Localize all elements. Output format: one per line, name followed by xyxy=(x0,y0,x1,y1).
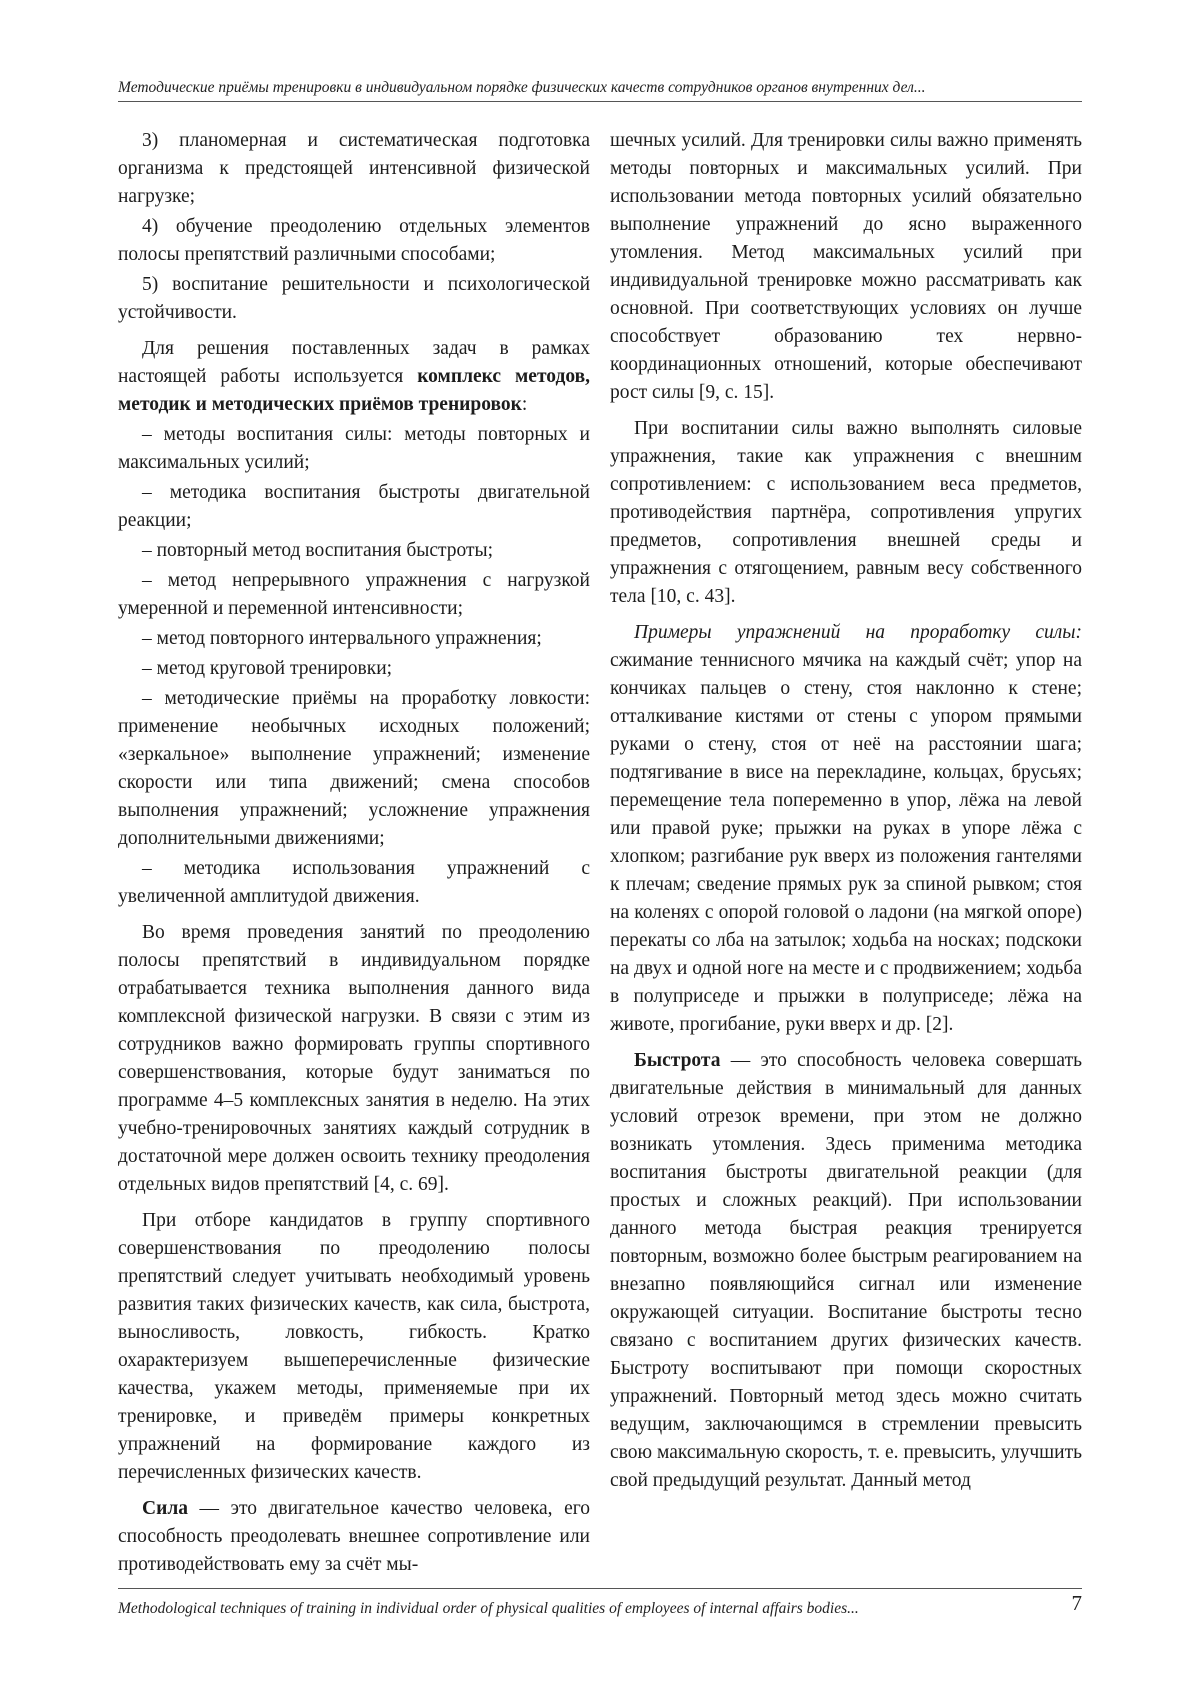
article-body xyxy=(118,127,1082,1575)
paragraph xyxy=(610,619,1082,1039)
running-footer xyxy=(118,1588,1082,1619)
paragraph: 3) планомерная и систематическая подготовка организма к предстоящей интенсивной физической нагрузке; xyxy=(118,130,590,207)
paragraph: 5) воспитание решительности и психологической устойчивости. xyxy=(118,274,590,323)
running-header: Методические приёмы тренировки в индивидуальном порядке физических качеств сотрудников органов внутренних дел... xyxy=(118,78,1082,102)
page-number: 7 xyxy=(1071,1591,1082,1615)
paragraph: При отборе кандидатов в группу спортивного совершенствования по преодолению полосы препятствий следует учитывать необходимый уровень развития таких физических качеств, как сила, быстрота, выносливость, ловкость, гибкость. Кратко охарактеризуем вышеперечисленные физические качества, укажем методы, применяемые при их тренировке, и приведём примеры конкретных упражнений на формирование каждого из перечисленных физических качеств. xyxy=(118,1210,590,1483)
bold-term: комплекс методов, методик и методических приёмов тренировок xyxy=(118,366,590,415)
text: — это способность человека совершать двигательные действия в минимальный для данных условий отрезок времени, при этом не должно возникать утомления. Здесь применима методика воспитания быстроты двигательной реакции (для простых и сложных реакций). При использовании данного метода быстрая реакция тренируется повторным, возможно более быстрым реагированием на внезапно появляющийся сигнал или изменение окружающей ситуации. Воспитание быстроты тесно связано с воспитанием других физических качеств. Быстроту воспитывают при помощи скоростных упражнений. Повторный метод здесь можно считать ведущим, заключающимся в стремлении превысить свою максимальную скорость, т. е. превысить, улучшить свой предыдущий результат. Данный метод xyxy=(610,1050,1082,1491)
left-column xyxy=(118,127,590,1579)
paragraph: 4) обучение преодолению отдельных элементов полосы препятствий различными способами; xyxy=(118,216,590,265)
paragraph: шечных усилий. Для тренировки силы важно применять методы повторных и максимальных усилий. При использовании метода повторных усилий обязательно выполнение упражнений до ясно выраженного утомления. Метод максимальных усилий при индивидуальной тренировке можно рассматривать как основной. При соответствующих условиях он лучше способствует образованию тех нервно-координационных отношений, которые обеспечивают рост силы [9, с. 15]. xyxy=(610,130,1082,403)
list-item: – методы воспитания силы: методы повторных и максимальных усилий; xyxy=(118,424,590,473)
text: Для решения поставленных задач в рамках настоящей работы используется xyxy=(118,338,590,387)
italic-heading: Примеры упражнений на проработку силы: xyxy=(634,622,1082,643)
list-item: – метод круговой тренировки; xyxy=(142,658,393,679)
list-item: – метод повторного интервального упражнения; xyxy=(142,628,542,649)
paragraph xyxy=(118,335,590,419)
text: сжимание теннисного мячика на каждый счёт; упор на кончиках пальцев о стену, стоя наклонно к стене; отталкивание кистями от стены с упором прямыми руками о стену, стоя от неё на расстоянии шага; подтягивание в висе на перекладине, кольцах, брусьях; перемещение тела попеременно в упор, лёжа на левой или правой руке; прыжки на руках в упоре лёжа с хлопком; разгибание рук вверх из положения гантелями к плечам; сведение прямых рук за спиной рывком; стоя на коленях с опорой головой о ладони (на мягкой опоре) перекаты со лба на затылок; ходьба на носках; подскоки на двух и одной ноге на месте и с продвижением; ходьба в полуприседе и прыжки в полуприседе; лёжа на животе, прогибание, руки вверх и др. [2]. xyxy=(610,650,1082,1035)
footer-title: Methodological techniques of training in individual order of physical qualities of employees of internal affairs bodies... xyxy=(118,1600,859,1617)
paragraph xyxy=(610,1047,1082,1495)
list-item: – метод непрерывного упражнения с нагрузкой умеренной и переменной интенсивности; xyxy=(118,570,590,619)
list-item: – методические приёмы на проработку ловкости: применение необычных исходных положений; «зеркальное» выполнение упражнений; изменение скорости или типа движений; смена способов выполнения упражнений; усложнение упражнения дополнительными движениями; xyxy=(118,688,590,849)
list-item: – повторный метод воспитания быстроты; xyxy=(142,540,494,561)
list-item: – методика использования упражнений с увеличенной амплитудой движения. xyxy=(118,858,590,907)
bold-term: Быстрота xyxy=(634,1050,721,1071)
bold-term: Сила xyxy=(142,1498,189,1519)
list-item: – методика воспитания быстроты двигательной реакции; xyxy=(118,482,590,531)
paragraph: Во время проведения занятий по преодолению полосы препятствий в индивидуальном порядке отрабатывается техника выполнения данного вида комплексной физической нагрузки. В связи с этим из сотрудников важно формировать группы спортивного совершенствования, которые будут заниматься по программе 4–5 комплексных занятия в неделю. На этих учебно-тренировочных занятиях каждый сотрудник в достаточной мере должен освоить технику преодоления отдельных видов препятствий [4, с. 69]. xyxy=(118,922,590,1195)
paragraph xyxy=(118,1495,590,1579)
text: — это двигательное качество человека, его способность преодолевать внешнее сопротивление или противодействовать ему за счёт мы- xyxy=(118,1498,590,1575)
text: : xyxy=(521,394,528,415)
paragraph: При воспитании силы важно выполнять силовые упражнения, такие как упражнения с внешним сопротивлением: с использованием веса предметов, противодействия партнёра, сопротивления упругих предметов, сопротивления внешней среды и упражнения с отягощением, равным весу собственного тела [10, с. 43]. xyxy=(610,418,1082,607)
right-column xyxy=(610,127,1082,1495)
